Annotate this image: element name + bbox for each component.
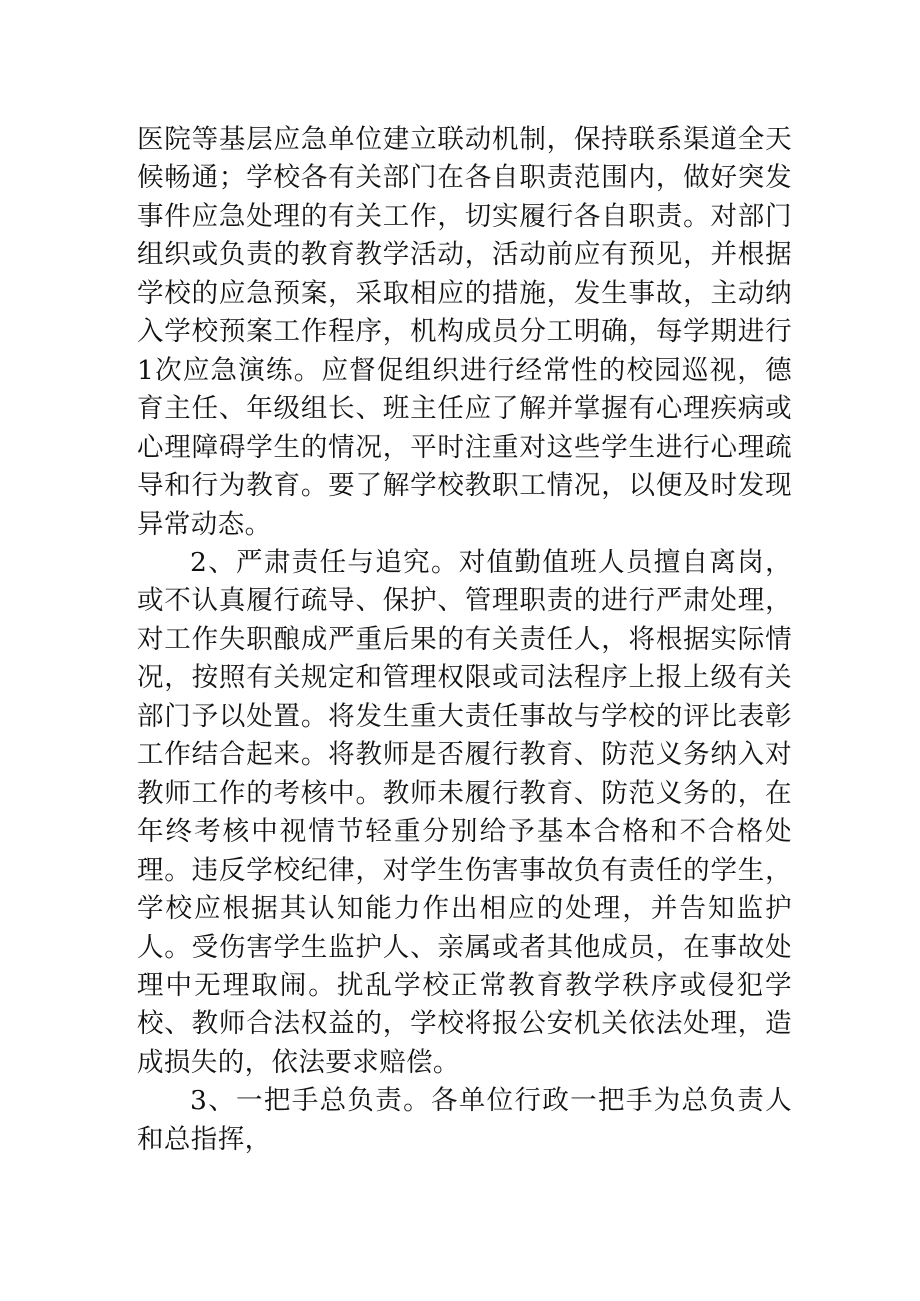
paragraph-responsibility-accountability: 2、严肃责任与追究。对值勤值班人员擅自离岗，或不认真履行疏导、保护、管理职责的进行严肃处理，对工作失职酿成严重后果的有关责任人，将根据实际情况，按照有关规定和管理权限或司法程序上报上级有关部门予以处置。将发生重大责任事故与学校的评比表彰工作结合起来。将教师是否履行教育、防范义务纳入对教师工作的考核中。教师未履行教育、防范义务的，在年终考核中视情节轻重分别给予基本合格和不合格处理。违反学校纪律，对学生伤害事故负有责任的学生，学校应根据其认知能力作出相应的处理，并告知监护人。受伤害学生监护人、亲属或者其他成员，在事故处理中无理取闹。扰乱学校正常教育教学秩序或侵犯学校、教师合法权益的，学校将报公安机关依法处理，造成损失的，依法要求赔偿。 (137, 546, 792, 1078)
document-page (137, 121, 792, 1159)
paragraph-emergency-linkage: 医院等基层应急单位建立联动机制，保持联系渠道全天候畅通；学校各有关部门在各自职责范围内，做好突发事件应急处理的有关工作，切实履行各自职责。对部门组织或负责的教育教学活动，活动前应有预见，并根据学校的应急预案，采取相应的措施，发生事故，主动纳入学校预案工作程序，机构成员分工明确，每学期进行1次应急演练。应督促组织进行经常性的校园巡视，德育主任、年级组长、班主任应了解并掌握有心理疾病或心理障碍学生的情况，平时注重对这些学生进行心理疏导和行为教育。要了解学校教职工情况，以便及时发现异常动态。 (137, 124, 792, 540)
paragraph-leader-responsibility: 3、一把手总负责。各单位行政一把手为总负责人和总指挥， (137, 1085, 792, 1155)
